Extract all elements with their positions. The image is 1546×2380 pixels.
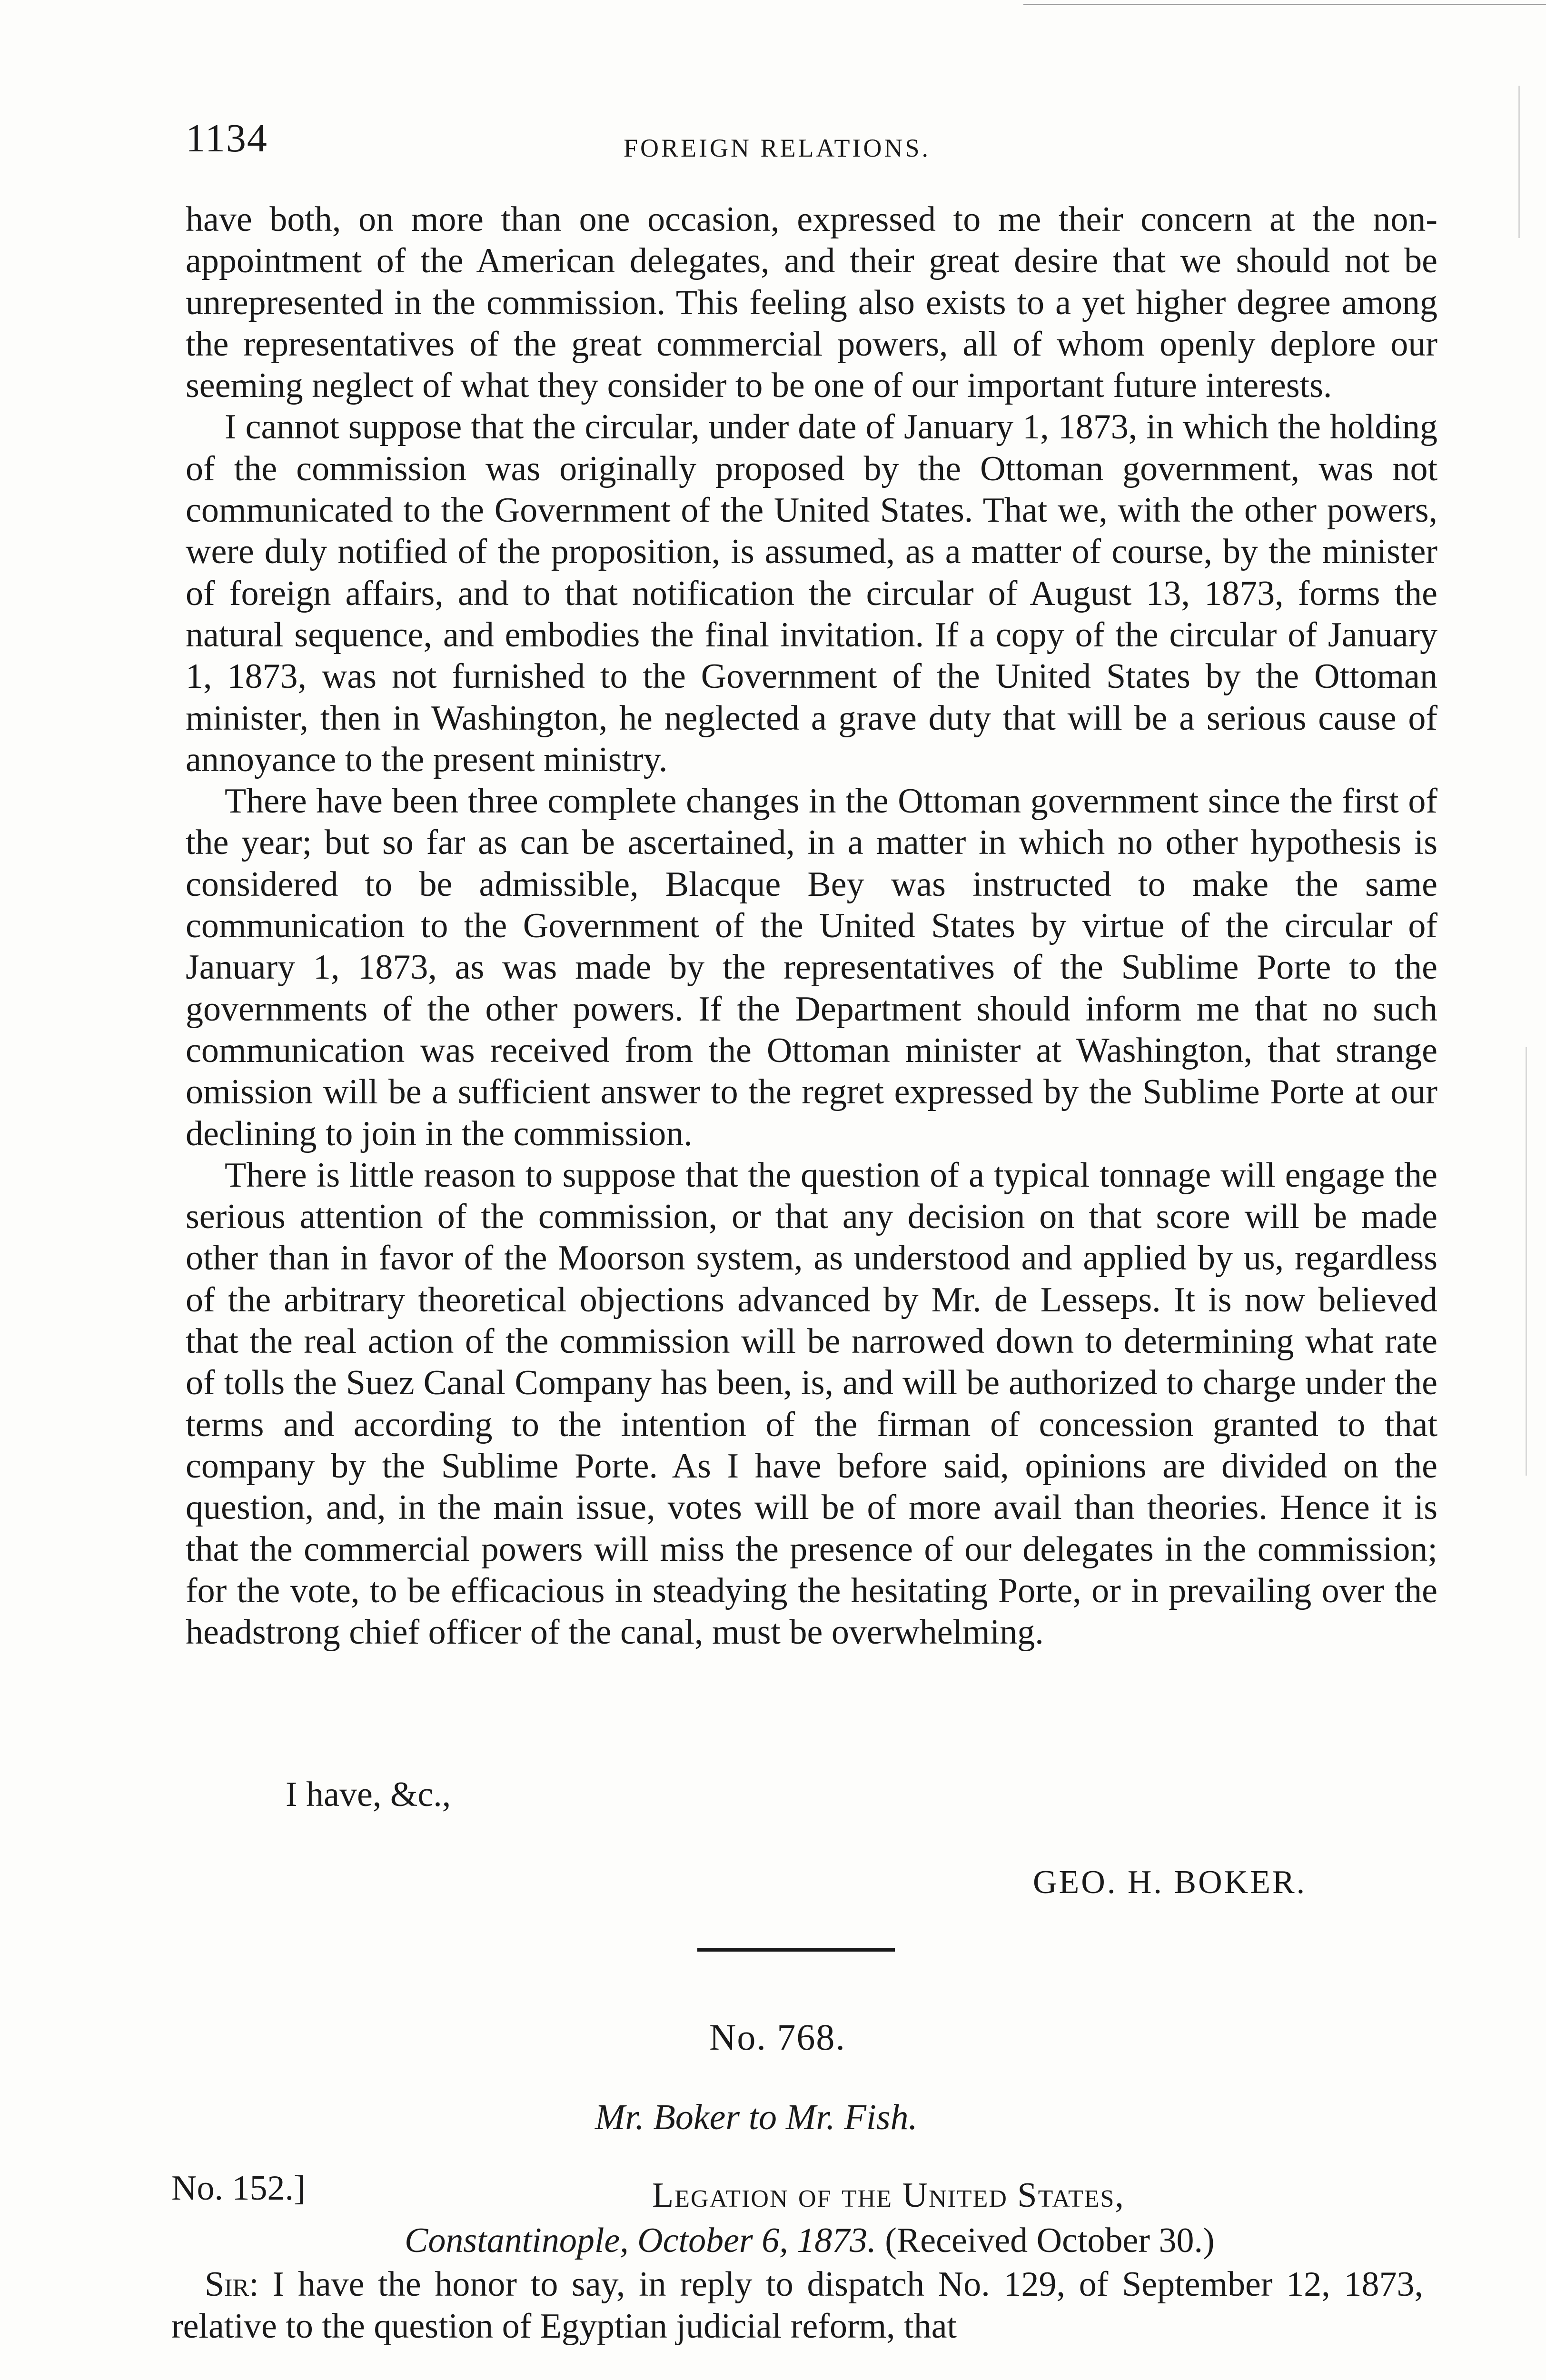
signature: GEO. H. BOKER.	[1033, 1864, 1307, 1901]
margin-mark	[1518, 86, 1520, 238]
legation-heading: Legation of the United States,	[652, 2176, 1125, 2215]
paragraph: I cannot suppose that the circular, under date of January 1, 1873, in which the holding of the commission was originally proposed by the Ottoman government, was not communicated to the Government of the United States. That we, with the other powers, were duly notified of the proposition, is assumed, as a matter of course, by the minister of foreign affairs, and to that notification the circular of August 13, 1873, forms the natural sequence, and embodies the final invitation. If a copy of the circular of January 1, 1873, was not furnished to the Government of the United States by the Ottoman minister, then in Washington, he neglected a grave duty that will be a serious cause of annoyance to the present ministry.	[186, 407, 1437, 779]
page-header	[186, 110, 1423, 168]
closing-line: I have, &c.,	[286, 1775, 451, 1814]
received-date: (Received October 30.)	[885, 2221, 1215, 2260]
paragraph: have both, on more than one occasion, expressed to me their concern at the non-appointment of the American delegates, and their great desire that we should not be unrepresented in the commission. This feeling also exists to a yet higher degree among the representatives of the great commercial powers, all of whom openly deplore our seeming neglect of what they consider to be one of our important future interests.	[186, 200, 1437, 406]
running-head: FOREIGN RELATIONS.	[624, 134, 931, 162]
place-date-line	[405, 2221, 1215, 2261]
paragraph: There is little reason to suppose that the question of a typical tonnage will engage the serious attention of the commission, or that any decision on that score will be made other than in favor of the Moorson system, as understood and applied by us, regardless of the arbitrary theoretical objections advanced by Mr. de Lesseps. It is now believed that the real action of the commission will be narrowed down to determining what rate of tolls the Suez Canal Company has been, is, and will be authorized to charge under the terms and according to the intention of the firman of concession granted to that company by the Sublime Porte. As I have before said, opinions are divided on the question, and, in the main issue, votes will be of more avail than theories. Hence it is that the commercial powers will miss the presence of our delegates in the commission; for the vote, to be efficacious in steadying the hesitating Porte, or in prevailing over the headstrong chief officer of the canal, must be overwhelming.	[186, 1155, 1437, 1652]
margin-mark	[1526, 1047, 1527, 1476]
next-letter-body	[171, 2263, 1423, 2347]
paragraph	[171, 2263, 1423, 2347]
place-date: Constantinople, October 6, 1873.	[405, 2221, 876, 2260]
paragraph: There have been three complete changes in the Ottoman government since the first of the year; but so far as can be ascertained, in a matter in which no other hypothesis is considered to be admissible, Blacque Bey was instructed to make the same communication to the Government of the United States by virtue of the circular of January 1, 1873, as was made by the representatives of the Sublime Porte to the governments of the other powers. If the Department should inform me that no such communication was received from the Ottoman minister at Washington, that strange omission will be a sufficient answer to the regret expressed by the Sublime Porte at our declining to join in the commission.	[186, 782, 1437, 1153]
salutation: Sir:	[205, 2265, 259, 2304]
dispatch-number: No. 152.]	[171, 2169, 306, 2208]
document-title: Mr. Boker to Mr. Fish.	[595, 2097, 918, 2137]
letter-body-text	[186, 199, 1437, 1653]
section-divider	[697, 1948, 895, 1952]
paragraph-text: I have the honor to say, in reply to dispatch No. 129, of September 12, 1873, relative to the question of Egyptian judicial reform, that	[171, 2265, 1423, 2346]
scan-edge-line	[1023, 4, 1546, 5]
document-number: No. 768.	[709, 2016, 846, 2058]
page-number: 1134	[186, 116, 268, 160]
